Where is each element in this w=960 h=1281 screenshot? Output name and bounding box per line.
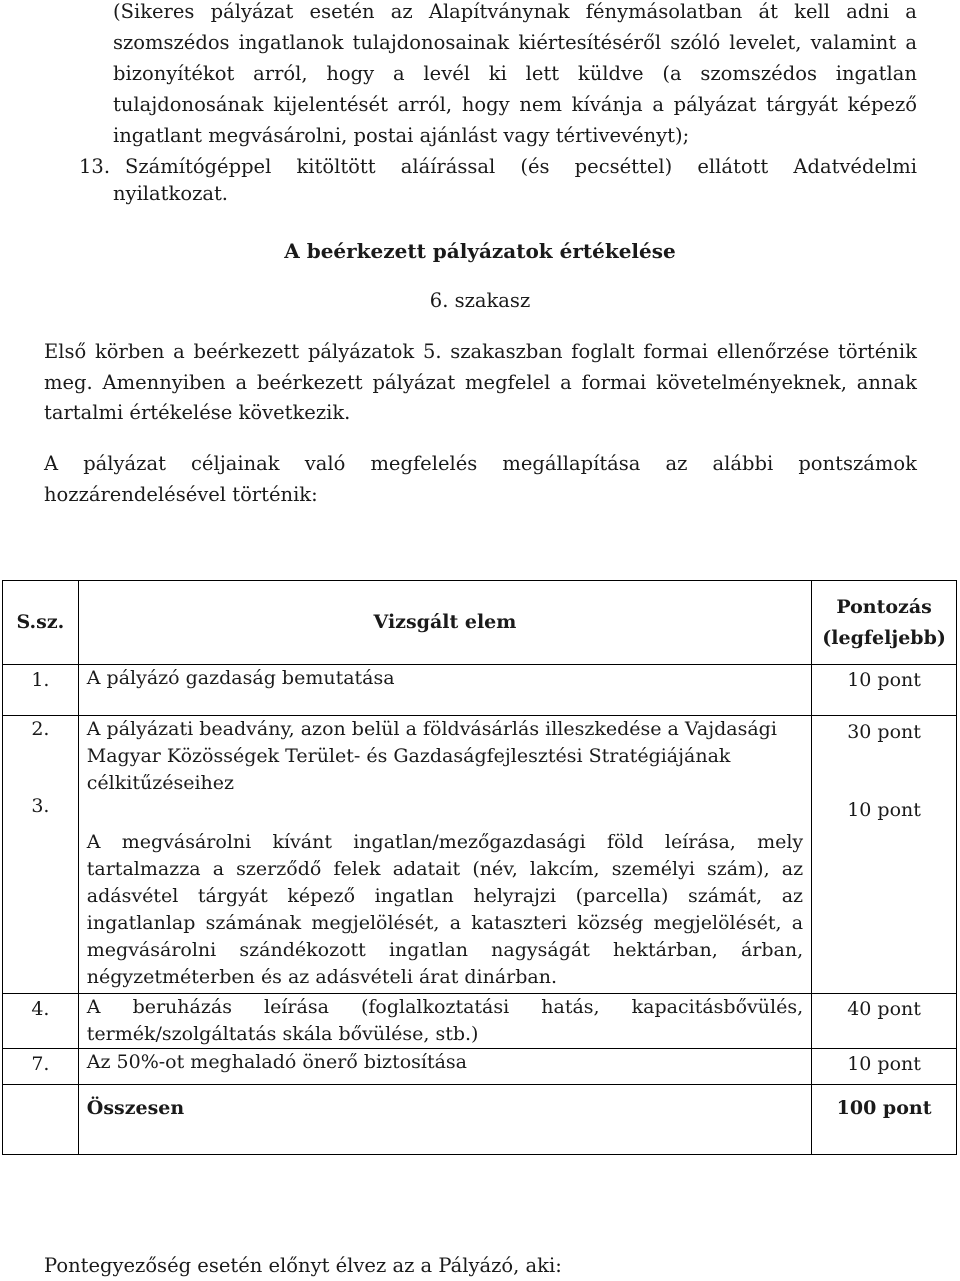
word: ingatlan: [835, 62, 917, 85]
word: (parcella): [575, 885, 669, 907]
row-2-line-1: A pályázati beadvány, azon belül a földvásárlás illeszkedése a Vajdasági: [86, 718, 777, 740]
word: a: [905, 0, 917, 23]
word: Adatvédelmi: [793, 155, 917, 178]
header-points: [812, 581, 957, 665]
word: számát,: [688, 885, 763, 907]
word: ingatlan: [374, 885, 454, 907]
word: követelményeknek,: [656, 371, 847, 394]
row-3-line-5: [87, 937, 803, 964]
table-row: [3, 1049, 957, 1085]
item-13-number: 13.: [79, 155, 111, 178]
word: pontszámok: [798, 452, 917, 475]
row-text: A pályázó gazdaság bemutatása: [78, 665, 811, 716]
word: megfelelés: [370, 452, 478, 475]
word: (Sikeres: [113, 0, 195, 23]
word: esetén: [309, 0, 375, 23]
footer-text: Pontegyezőség esetén előnyt élvez az a Pályázó, aki:: [44, 1254, 562, 1277]
word: A: [86, 831, 101, 853]
word: tartalmazza: [86, 858, 201, 880]
header-points-line-1: Pontozás: [836, 595, 932, 618]
para1-line-2: [44, 371, 917, 395]
word: az: [390, 0, 413, 23]
intro-line-3: [113, 62, 917, 86]
row-3-line-2: [87, 856, 803, 883]
row-points: 40 pont: [812, 994, 957, 1049]
row-3-line-3: [87, 883, 803, 910]
word: képező: [287, 885, 356, 907]
word: aláírással: [400, 155, 496, 178]
word: személyi: [611, 858, 695, 880]
word: árban,: [740, 939, 804, 961]
word: kijelentését: [273, 93, 388, 116]
word: leírása,: [664, 831, 736, 853]
section-number: 6. szakasz: [429, 289, 531, 312]
word: formai: [643, 340, 709, 363]
word: arról,: [253, 62, 308, 85]
intro-line-2: [113, 31, 917, 55]
table-row: [3, 716, 957, 994]
word: valamint: [810, 31, 897, 54]
word: annak: [856, 371, 917, 394]
word: levél: [423, 62, 470, 85]
row-num: 1.: [3, 665, 79, 716]
word: Számítógéppel: [125, 155, 272, 178]
row-num: 7.: [3, 1049, 79, 1085]
word: felek: [333, 858, 381, 880]
word: alábbi: [712, 452, 774, 475]
word: levelet,: [729, 31, 802, 54]
word: beérkezett: [193, 340, 300, 363]
word: pályázat: [372, 371, 456, 394]
row-2-line-3: célkitűzéseihez: [86, 772, 235, 794]
word: ellenőrzése: [716, 340, 830, 363]
word: megfelel: [465, 371, 551, 394]
word: község: [577, 912, 644, 934]
word: a: [212, 858, 225, 880]
word: ingatlan: [388, 939, 469, 961]
word: (a: [662, 62, 682, 85]
row-3-line-4: [87, 910, 803, 937]
section-heading: A beérkezett pályázatok értékelése: [284, 239, 676, 263]
word: való: [304, 452, 346, 475]
word: lett: [525, 62, 560, 85]
word: tárgyát: [197, 885, 268, 907]
word: Első: [44, 340, 87, 363]
word: adni: [846, 0, 890, 23]
word: tulajdonosainak: [352, 31, 510, 54]
word: szomszédos: [113, 31, 230, 54]
header-item: Vizsgált elem: [78, 581, 811, 665]
word: a: [173, 340, 185, 363]
word: kapacitásbővülés,: [631, 996, 804, 1018]
word: leírása: [264, 996, 329, 1018]
word: a: [235, 371, 248, 394]
word: pecséttel): [574, 155, 673, 178]
word: hatás,: [541, 996, 600, 1018]
intro-line-5: ingatlant megvásárolni, postai ajánlást vagy tértivevényt);: [113, 124, 690, 147]
word: az: [781, 858, 804, 880]
row-4-line-2: termék/szolgáltatás skála bővülése, stb.): [86, 1023, 479, 1045]
word: pályázat: [673, 93, 757, 116]
table-row: [3, 994, 957, 1049]
word: pályázat: [83, 452, 166, 475]
word: kívánt: [272, 831, 332, 853]
word: mely: [757, 831, 804, 853]
row-points: 30 pont: [847, 721, 921, 743]
word: ki: [488, 62, 507, 85]
scoring-table: [2, 580, 957, 1155]
word: (név,: [472, 858, 518, 880]
total-num-cell: [3, 1085, 79, 1155]
word: a: [905, 31, 917, 54]
word: A: [44, 452, 59, 475]
word: megjelölését,: [653, 912, 782, 934]
word: képező: [847, 93, 917, 116]
para2-line-2: hozzárendelésével történik:: [44, 483, 318, 506]
row-points-group: [812, 716, 957, 994]
table-row: [3, 665, 957, 716]
word: Alapítványnak: [428, 0, 570, 23]
word: ingatlan/mezőgazdasági: [353, 831, 586, 853]
intro-line-1: [113, 0, 917, 24]
word: szándékozott: [239, 939, 366, 961]
row-3-line-1: [87, 829, 803, 856]
word: az: [781, 885, 804, 907]
word: küldve: [577, 62, 644, 85]
row-num: 4.: [3, 994, 79, 1049]
word: 5.: [422, 340, 442, 363]
intro-line-4: [113, 93, 917, 117]
word: számának: [205, 912, 302, 934]
word: arról,: [397, 93, 453, 116]
word: nagyságát: [491, 939, 590, 961]
word: hogy: [461, 93, 510, 116]
word: lakcím,: [529, 858, 600, 880]
header-num: S.sz.: [3, 581, 79, 665]
row-num: 3.: [31, 795, 50, 817]
word: szám),: [707, 858, 770, 880]
word: ellátott: [697, 155, 769, 178]
word: bizonyítékot: [113, 62, 235, 85]
word: céljainak: [191, 452, 280, 475]
para2-line-1: [44, 452, 917, 476]
word: történik: [838, 340, 917, 363]
word: megállapítása: [502, 452, 641, 475]
row-points: 10 pont: [812, 665, 957, 716]
row-text-group: [78, 716, 811, 994]
total-label: Összesen: [78, 1085, 811, 1155]
row-text-group: [78, 994, 811, 1049]
word: kívánja: [571, 93, 643, 116]
word: meg.: [44, 371, 93, 394]
para1-line-3: tartalmi értékelése következik.: [44, 401, 351, 424]
word: Amennyiben: [102, 371, 226, 394]
word: kell: [794, 0, 831, 23]
word: a: [791, 912, 804, 934]
word: tulajdonosának: [113, 93, 264, 116]
word: nem: [519, 93, 562, 116]
row-4-line-1: [87, 994, 803, 1021]
word: beérkezett: [256, 371, 363, 394]
word: pályázat: [210, 0, 294, 23]
word: a: [392, 62, 405, 85]
word: A: [86, 996, 101, 1018]
word: kitöltött: [296, 155, 376, 178]
total-points: 100 pont: [812, 1085, 957, 1155]
word: tárgyát: [766, 93, 838, 116]
word: megvásárolni: [121, 831, 252, 853]
word: hektárban,: [612, 939, 718, 961]
row-2-line-2: Magyar Közösségek Terület- és Gazdaságfejlesztési Stratégiájának: [86, 745, 731, 767]
word: ingatlanlap: [86, 912, 196, 934]
item-13-line-1: [125, 155, 917, 179]
word: föld: [606, 831, 644, 853]
row-3-line-6: négyzetméterben és az adásvételi árat dinárban.: [86, 966, 558, 988]
word: adatait: [392, 858, 461, 880]
word: (foglalkoztatási: [360, 996, 510, 1018]
word: a: [652, 93, 664, 116]
word: beruházás: [132, 996, 232, 1018]
word: szakaszban: [450, 340, 563, 363]
word: fénymásolatban: [585, 0, 743, 23]
row-num-group: [3, 716, 79, 994]
word: szomszédos: [700, 62, 817, 85]
word: kataszteri: [471, 912, 567, 934]
word: foglalt: [571, 340, 635, 363]
row-points: 10 pont: [812, 1049, 957, 1085]
row-num: 2.: [31, 718, 50, 740]
word: hogy: [326, 62, 375, 85]
word: pályázatok: [307, 340, 415, 363]
word: az: [665, 452, 688, 475]
word: helyrajzi: [473, 885, 557, 907]
word: ingatlanok: [238, 31, 344, 54]
table-header-row: [3, 581, 957, 665]
row-points: 10 pont: [847, 799, 921, 821]
word: formai: [581, 371, 647, 394]
item-13-line-2: nyilatkozat.: [113, 182, 229, 205]
word: (és: [520, 155, 550, 178]
header-points-line-2: (legfeljebb): [822, 626, 946, 649]
word: adásvétel: [86, 885, 179, 907]
word: át: [758, 0, 778, 23]
word: a: [560, 371, 572, 394]
row-text: Az 50%-ot meghaladó önerő biztosítása: [78, 1049, 811, 1085]
word: szerződő: [236, 858, 322, 880]
para1-line-1: [44, 340, 917, 364]
word: kiértesítéséről: [518, 31, 662, 54]
word: szóló: [670, 31, 721, 54]
word: megjelölését,: [311, 912, 440, 934]
word: a: [449, 912, 462, 934]
word: körben: [94, 340, 165, 363]
table-total-row: [3, 1085, 957, 1155]
word: megvásárolni: [86, 939, 217, 961]
